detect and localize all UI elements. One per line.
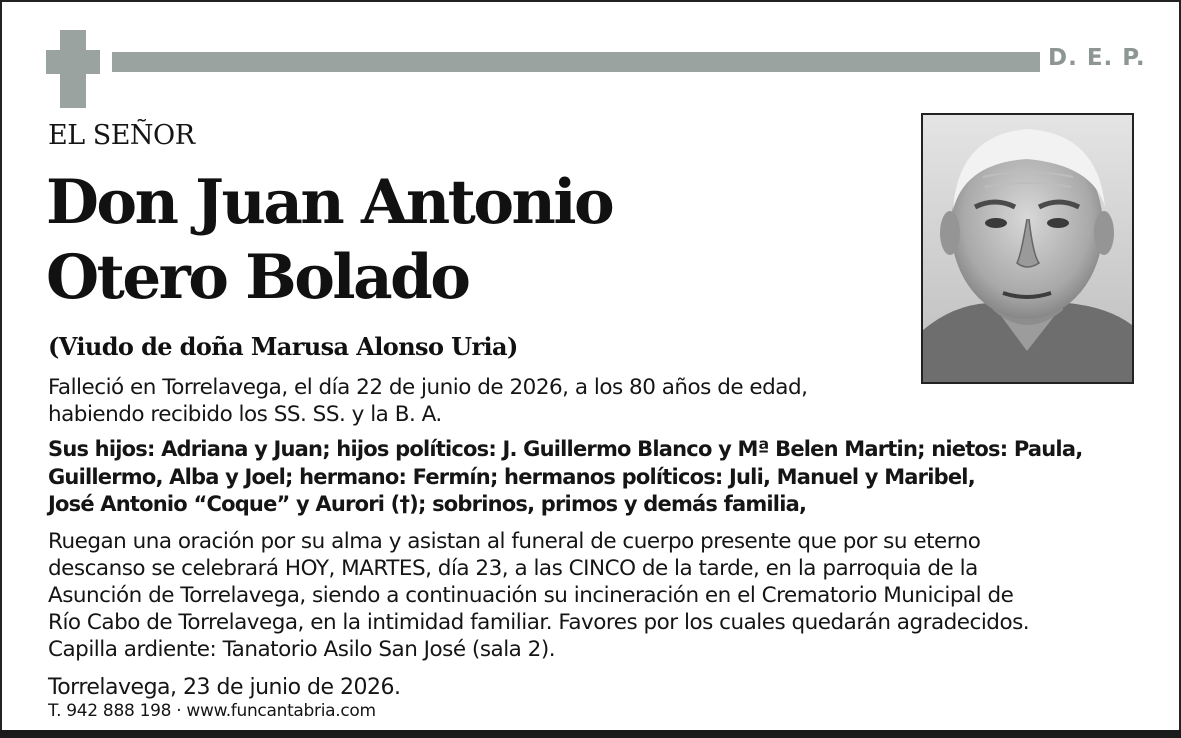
bottom-border: [0, 730, 1181, 738]
text-line: habiendo recibido los SS. SS. y la B. A.: [48, 402, 442, 427]
text-line: descanso se celebrará HOY, MARTES, día 23, a las CINCO de la tarde, en la parroquia de la: [48, 556, 978, 581]
text-line: Asunción de Torrelavega, siendo a continuación su incineración en el Crematorio Municipal de: [48, 583, 1014, 608]
prayer-request: [48, 528, 1029, 663]
death-notice: [48, 374, 807, 428]
dep-label: D. E. P.: [1048, 45, 1146, 71]
contact-info: T. 942 888 198 · www.funcantabria.com: [48, 701, 376, 721]
honorific: EL SEÑOR: [48, 120, 195, 151]
name-line-2: Otero Bolado: [46, 242, 469, 313]
portrait-photo: [921, 113, 1134, 384]
place-date: Torrelavega, 23 de junio de 2026.: [48, 675, 401, 700]
family-list: [48, 436, 1082, 519]
cross-icon: [46, 30, 100, 108]
text-line: Ruegan una oración por su alma y asistan al funeral de cuerpo presente que por su eterno: [48, 529, 981, 554]
text-line: Falleció en Torrelavega, el día 22 de junio de 2026, a los 80 años de edad,: [48, 375, 808, 400]
deceased-name: [46, 165, 826, 315]
widower-note: (Viudo de doña Marusa Alonso Uria): [48, 332, 518, 361]
text-line: Sus hijos: Adriana y Juan; hijos políticos: J. Guillermo Blanco y Mª Belen Martin; nietos: Paula,: [48, 437, 1083, 461]
text-line: Capilla ardiente: Tanatorio Asilo San José (sala 2).: [48, 637, 556, 662]
text-line: José Antonio “Coque” y Aurori (†); sobrinos, primos y demás familia,: [48, 492, 807, 516]
text-line: Guillermo, Alba y Joel; hermano: Fermín; hermanos políticos: Juli, Manuel y Maribel,: [48, 464, 975, 489]
name-line-1: Don Juan Antonio: [46, 167, 613, 238]
text-line: Río Cabo de Torrelavega, en la intimidad familiar. Favores por los cuales quedarán agradecidos.: [48, 610, 1030, 635]
header-rule: [112, 52, 1040, 72]
